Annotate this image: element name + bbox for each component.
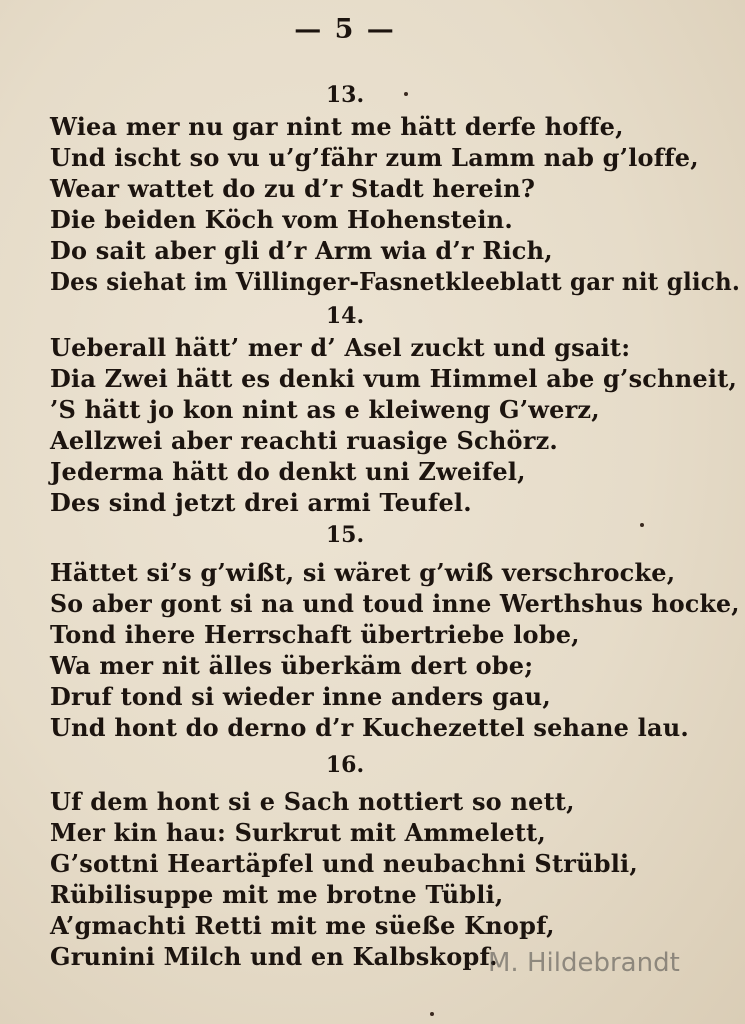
stanza-number: 16. [325, 752, 365, 778]
verse-line: Rübilisuppe mit me brotne Tübli, [50, 880, 504, 909]
verse-line: So aber gont si na und toud inne Werthshus hocke, [50, 589, 740, 618]
ink-speck [640, 523, 644, 527]
watermark: M. Hildebrandt [488, 948, 680, 978]
verse-line: Die beiden Köch vom Hohenstein. [50, 205, 513, 234]
verse-line: Tond ihere Herrschaft übertriebe lobe, [50, 620, 580, 649]
stanza-number: 13. [325, 82, 365, 108]
verse-line: Druf tond si wieder inne anders gau, [50, 682, 551, 711]
verse-line: Grunini Milch und en Kalbskopf. [50, 942, 498, 971]
verse-line: Des sind jetzt drei armi Teufel. [50, 488, 472, 517]
stanza-number: 15. [325, 522, 365, 548]
verse-line: Und hont do derno d’r Kuchezettel sehane lau. [50, 713, 689, 742]
verse-line: A’gmachti Retti mit me süeße Knopf, [50, 911, 555, 940]
page-number: — 5 — [294, 14, 396, 45]
verse-line: Und ischt so vu u’g’fähr zum Lamm nab g’loffe, [50, 143, 699, 172]
verse-line: Wear wattet do zu d’r Stadt herein? [50, 174, 536, 203]
verse-line: Do sait aber gli d’r Arm wia d’r Rich, [50, 236, 553, 265]
verse-line: G’sottni Heartäpfel und neubachni Strübli, [50, 849, 638, 878]
verse-line: Aellzwei aber reachti ruasige Schörz. [50, 426, 558, 455]
verse-line: Uf dem hont si e Sach nottiert so nett, [50, 787, 575, 816]
verse-line: Hättet si’s g’wißt, si wäret g’wiß verschrocke, [50, 558, 676, 587]
verse-line: Dia Zwei hätt es denki vum Himmel abe g’schneit, [50, 364, 738, 393]
stanza-number: 14. [325, 303, 365, 329]
verse-line: Mer kin hau: Surkrut mit Ammelett, [50, 818, 546, 847]
verse-line: Wa mer nit älles überkäm dert obe; [50, 651, 534, 680]
ink-speck [404, 92, 408, 96]
verse-line: ’S hätt jo kon nint as e kleiweng G’werz, [50, 395, 600, 424]
verse-line: Ueberall hätt’ mer d’ Asel zuckt und gsait: [50, 333, 631, 362]
verse-line: Jederma hätt do denkt uni Zweifel, [50, 457, 526, 486]
verse-line: Wiea mer nu gar nint me hätt derfe hoffe, [50, 112, 624, 141]
verse-line: Des siehat im Villinger-Fasnetkleeblatt gar nit glich. [50, 267, 741, 296]
ink-speck [430, 1012, 434, 1016]
